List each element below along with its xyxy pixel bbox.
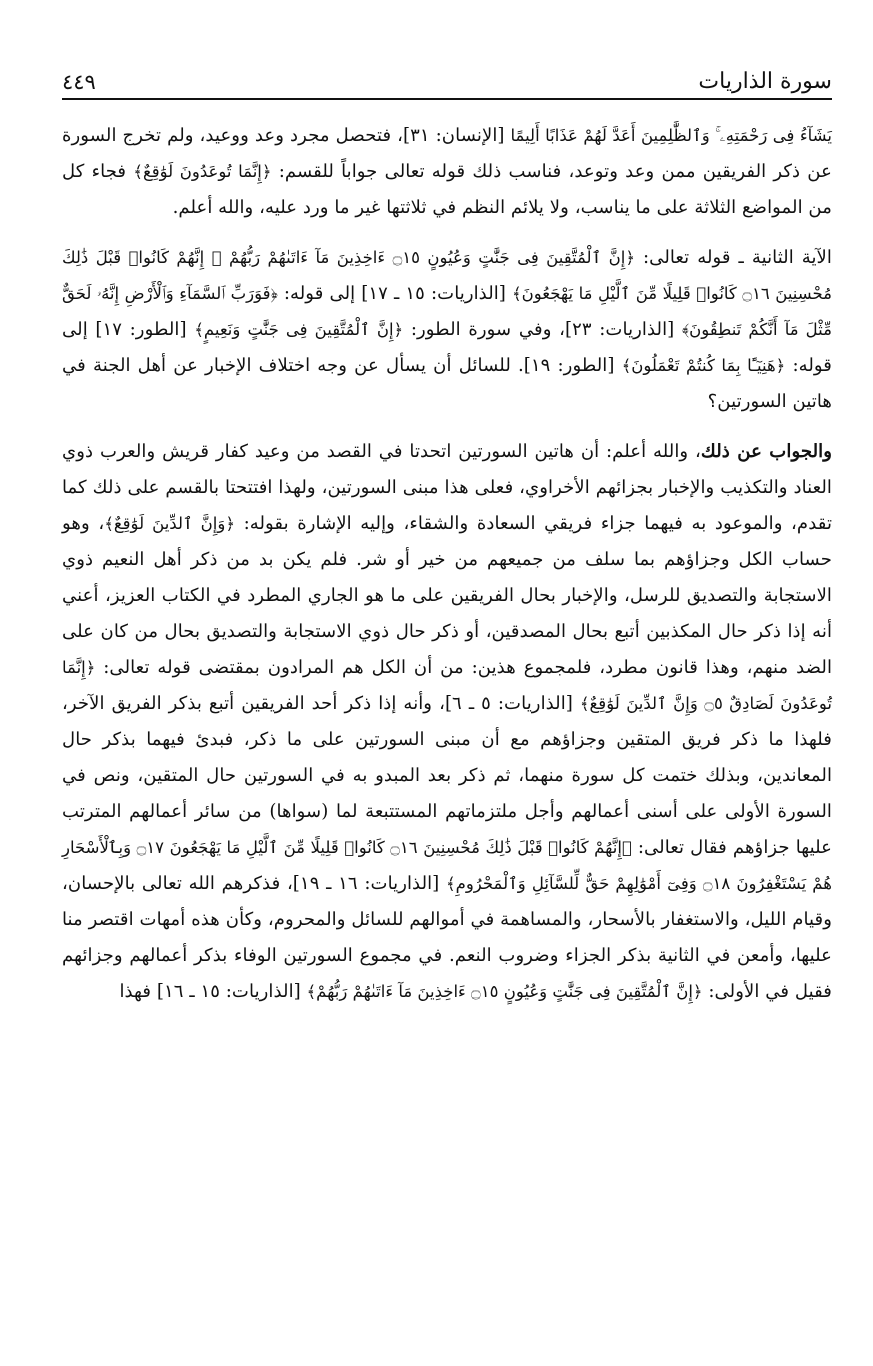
paragraph (62, 240, 832, 420)
text-run: [الطور: ١٧] إلى قوله: (62, 319, 832, 376)
paragraph (62, 118, 832, 226)
surah-title: سورة الذاريات (698, 69, 832, 94)
document-page (62, 48, 832, 1348)
text-run: [الذاريات: ١٥ ـ ١٦] فهذا (119, 981, 307, 1002)
running-header (62, 48, 832, 100)
text-run: [الطور: ١٩]. للسائل أن يسأل عن وجه اختلاف الإخبار عن أهل الجنة في هاتين السورتين؟ (62, 355, 832, 412)
quran-quote: ﴿إِنَّمَا تُوعَدُونَ لَوَٰقِعٌ﴾ (133, 162, 272, 181)
quran-quote: ﴿فَوَرَبِّ ٱلسَّمَآءِ وَٱلْأَرْضِ إِنَّهُۥ لَحَقٌّ مِّثْلَ مَآ أَنَّكُمْ تَنطِقُونَ﴾ (62, 284, 832, 339)
text-run: فجاء كل من المواضع الثلاثة على ما يناسب، ولا يلائم النظم في ثلاثتها غير ما ورد عليه، والله أعلم. (62, 161, 832, 218)
text-run: [الذاريات: ١٥ ـ ١٧] إلى قوله: (277, 283, 512, 304)
quran-quote: يَشَآءُ فِى رَحْمَتِهِۦ ۚ وَٱلظَّٰلِمِينَ أَعَدَّ لَهُمْ عَذَابًا أَلِيمًا (510, 126, 832, 145)
quran-quote: ﴿وَإِنَّ ٱلدِّينَ لَوَٰقِعٌ﴾ (104, 514, 236, 533)
paragraph (62, 434, 832, 1010)
text-run: ، وهو حساب الكل وجزاؤهم بما سلف من جميعهم من خير أو شر. فلم يكن بد من ذكر أهل النعيم ذوي الاستجابة والتصديق للرسل، والإخبار بحال الفريقين على ما هو الجاري المطرد في الكتاب العزيز، أعني أنه إذا ذكر حال المكذبين أتبع بحال المصدقين، أو ذكر حال ذوي الاستجابة والتصديق بحال من كان على الضد منهم، وهذا قانون مطرد، فلمجموع هذين: من أن الكل هم المرادون بمقتضى قوله تعالى: (62, 513, 832, 678)
quran-quote: ﴿إِنَّ ٱلْمُتَّقِينَ فِى جَنَّٰتٍ وَنَعِيمٍ﴾ (194, 320, 404, 339)
text-run: الآية الثانية ـ قوله تعالى: (635, 247, 832, 268)
quran-quote: ﴿إِنَّ ٱلْمُتَّقِينَ فِى جَنَّٰتٍ وَعُيُونٍ ۝١٥ ءَاخِذِينَ مَآ ءَاتَىٰهُمْ رَبُّهُمْ﴾ (306, 982, 703, 1001)
quran-quote: ﴿إِنَّ ٱلْمُتَّقِينَ فِى جَنَّٰتٍ وَعُيُونٍ ۝١٥ ءَاخِذِينَ مَآ ءَاتَىٰهُمْ رَبُّهُمْ ۚ إِنَّهُمْ كَانُوا۟ قَبْلَ ذَٰلِكَ مُحْسِنِينَ ۝١٦ كَانُوا۟ قَلِيلًا مِّنَ ٱلَّيْلِ مَا يَهْجَعُونَ﴾ (62, 248, 832, 303)
text-run: [الذاريات: ٥ ـ ٦]، وأنه إذا ذكر أحد الفريقين أتبع بذكر الفريق الآخر، فلهذا ما ذكر فريق المتقين وجزاؤهم مع أن مبنى السورتين على ما ذكر، فبدئ فيهما بذكر حال المعاندين، وبذلك ختمت كل سورة منهما، ثم ذكر بعد المبدو به في السورتين حال المتقين، ونص في السورة الأولى على أسنى أعمالهم وأجل ملتزماتهم المستتبعة لما (سواها) من سائر أعمالهم المترتب عليها جزاؤهم فقال تعالى: (62, 693, 833, 858)
text-run: ، والله أعلم: أن هاتين السورتين اتحدتا في القصد من وعيد كفار قريش والعرب ذوي العناد والتكذيب والإخبار بجزائهم الأخراوي، فعلى هذا مبنى السورتين، ولهذا افتتحتا بالقسم على ذلك كما تقدم، والموعود به فيهما جزاء فريقي السعادة والشقاء، وإليه الإشارة بقوله: (62, 441, 833, 534)
text-run: [الذاريات: ٢٣]، وفي سورة الطور: (403, 319, 682, 340)
body-text (62, 118, 832, 1010)
page-number: ٤٤٩ (62, 70, 96, 94)
quran-quote: ﴿إِنَّهُمْ كَانُوا۟ قَبْلَ ذَٰلِكَ مُحْسِنِينَ ۝١٦ كَانُوا۟ قَلِيلًا مِّنَ ٱلَّيْلِ مَا يَهْجَعُونَ ۝١٧ وَبِٱلْأَسْحَارِ هُمْ يَسْتَغْفِرُونَ ۝١٨ وَفِىٓ أَمْوَٰلِهِمْ حَقٌّ لِّلسَّآئِلِ وَٱلْمَحْرُومِ﴾ (62, 838, 832, 893)
quran-quote: ﴿إِنَّمَا تُوعَدُونَ لَصَادِقٌ ۝٥ وَإِنَّ ٱلدِّينَ لَوَٰقِعٌ﴾ (62, 658, 832, 713)
answer-lead: والجواب عن ذلك (700, 441, 832, 462)
quran-quote: ﴿هَنِيٓـًٔا بِمَا كُنتُمْ تَعْمَلُونَ﴾ (621, 356, 786, 375)
text-run: [الذاريات: ١٦ ـ ١٩]، فذكرهم الله تعالى بالإحسان، وقيام الليل، والاستغفار بالأسحار، والمساهمة في أموالهم للسائل والمحروم، وكأن هذه أمهات اقتصر منا عليها، وأمعن في الثانية بذكر الجزاء وضروب النعم. في مجموع السورتين الوفاء بذكر أعمالهم وجزائهم فقيل في الأولى: (62, 873, 832, 1002)
text-run: [الإنسان: ٣١]، فتحصل مجرد وعد ووعيد، ولم تخرج السورة عن ذكر الفريقين ممن وعد وتوعد، فناسب ذلك قوله تعالى جواباً للقسم: (62, 125, 832, 182)
